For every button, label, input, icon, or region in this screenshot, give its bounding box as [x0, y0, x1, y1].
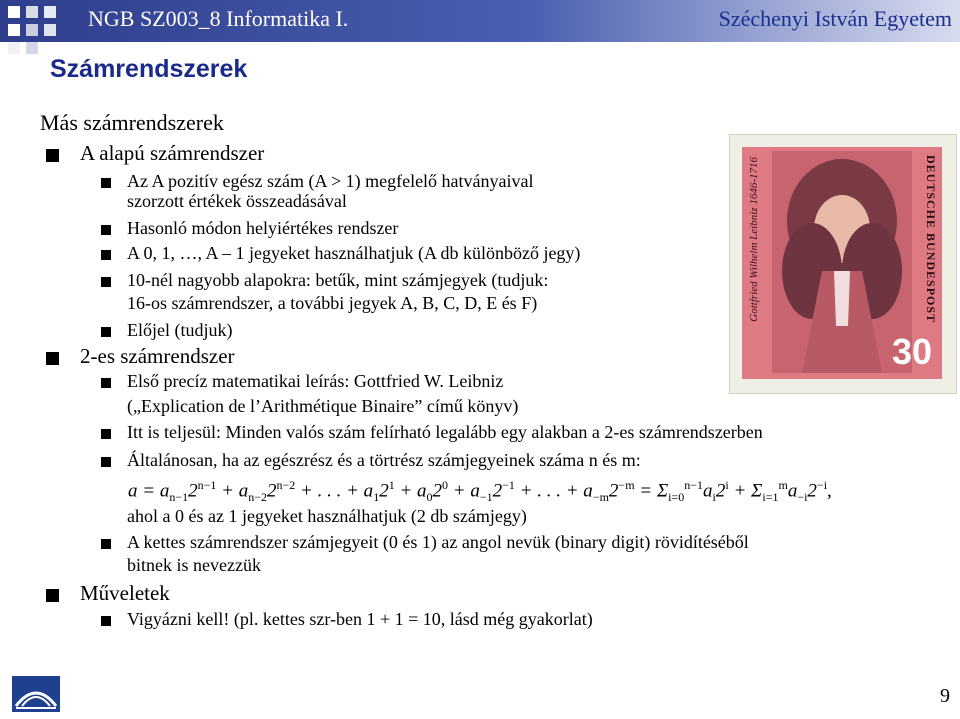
- stamp-face: [742, 147, 942, 379]
- slide-title: Számrendszerek: [50, 55, 248, 83]
- bullet-item-level1: Műveletek: [80, 581, 170, 605]
- bullet-marker: [101, 225, 111, 235]
- logo-square: [26, 24, 38, 36]
- bullet-item-level2: („Explication de l’Arithmétique Binaire” című könyv): [127, 396, 519, 416]
- bullet-item-level1: 2-es számrendszer: [80, 344, 235, 368]
- bullet-item-level2: Itt is teljesül: Minden valós szám felírható legalább egy alakban a 2-es számrendszerben: [127, 422, 763, 442]
- logo-square: [8, 24, 20, 36]
- bullet-item-level2: Előjel (tudjuk): [127, 320, 233, 340]
- bullet-item-level1: A alapú számrendszer: [80, 141, 265, 165]
- bullet-marker: [101, 539, 111, 549]
- logo-square: [44, 42, 56, 54]
- bullet-item-level2: Vigyázni kell! (pl. kettes szr-ben 1 + 1 = 10, lásd még gyakorlat): [127, 609, 593, 629]
- course-title: NGB SZ003_8 Informatika I.: [88, 6, 349, 31]
- bullet-item-level2: 10-nél nagyobb alapokra: betűk, mint számjegyek (tudjuk:: [127, 270, 549, 290]
- logo-square: [44, 24, 56, 36]
- bullet-item-level2: A 0, 1, …, A – 1 jegyeket használhatjuk (A db különböző jegy): [127, 243, 581, 263]
- stamp-country: DEUTSCHE BUNDESPOST: [924, 155, 938, 324]
- bullet-marker: [101, 250, 111, 260]
- bullet-marker: [101, 178, 111, 188]
- logo-square: [26, 6, 38, 18]
- bullet-marker: [101, 429, 111, 439]
- bullet-marker: [101, 378, 111, 388]
- bullet-marker: [46, 149, 59, 162]
- leibniz-stamp-image: [729, 134, 957, 394]
- bullet-marker: [101, 277, 111, 287]
- bullet-marker: [101, 327, 111, 337]
- bullet-item-level2: A kettes számrendszer számjegyeit (0 és 1) az angol nevük (binary digit) rövidítéséből: [127, 532, 749, 552]
- bullet-item-level2: szorzott értékek összeadásával: [127, 191, 347, 211]
- university-logo: [12, 676, 60, 712]
- formula: $a = a_{n-1}2^{n-1} + a_{n-2}2^{n-2}$ + . . . + $a_12^1 + a_02^0 + a_{-1}2^{-1}$ + . . . + $a_{-m}2^{-m} = \Sigma_{i=0}^{n-1}a_i2^i + \Sigma_{i=1}^ma_{-i}2^{-i}$,: [128, 478, 832, 505]
- logo-square: [8, 42, 20, 54]
- bullet-item-level2: Az A pozitív egész szám (A > 1) megfelelő hatványaival: [127, 171, 534, 191]
- university-name: Széchenyi István Egyetem: [718, 6, 952, 31]
- stamp-caption: Gottfried Wilhelm Leibniz 1646-1716: [748, 157, 760, 322]
- bullet-item-level2: bitnek is nevezzük: [127, 555, 261, 575]
- bullet-item-level2: 16-os számrendszer, a további jegyek A, B, C, D, E és F): [127, 293, 538, 313]
- stamp-value: 30: [891, 331, 932, 372]
- logo-square: [8, 6, 20, 18]
- bullet-marker: [46, 589, 59, 602]
- bullet-marker: [101, 616, 111, 626]
- bullet-item-level2: Első precíz matematikai leírás: Gottfried W. Leibniz: [127, 371, 504, 391]
- bullet-marker: [101, 457, 111, 467]
- logo-square: [44, 6, 56, 18]
- bullet-item-level2: Általánosan, ha az egészrész és a törtrész számjegyeinek száma n és m:: [127, 450, 641, 470]
- section-heading: Más számrendszerek: [40, 110, 224, 135]
- logo-square: [26, 42, 38, 54]
- bullet-item-level2: ahol a 0 és az 1 jegyeket használhatjuk (2 db számjegy): [127, 506, 527, 526]
- page-number: 9: [940, 685, 950, 707]
- bullet-item-level2: Hasonló módon helyiértékes rendszer: [127, 218, 399, 238]
- bullet-marker: [46, 352, 59, 365]
